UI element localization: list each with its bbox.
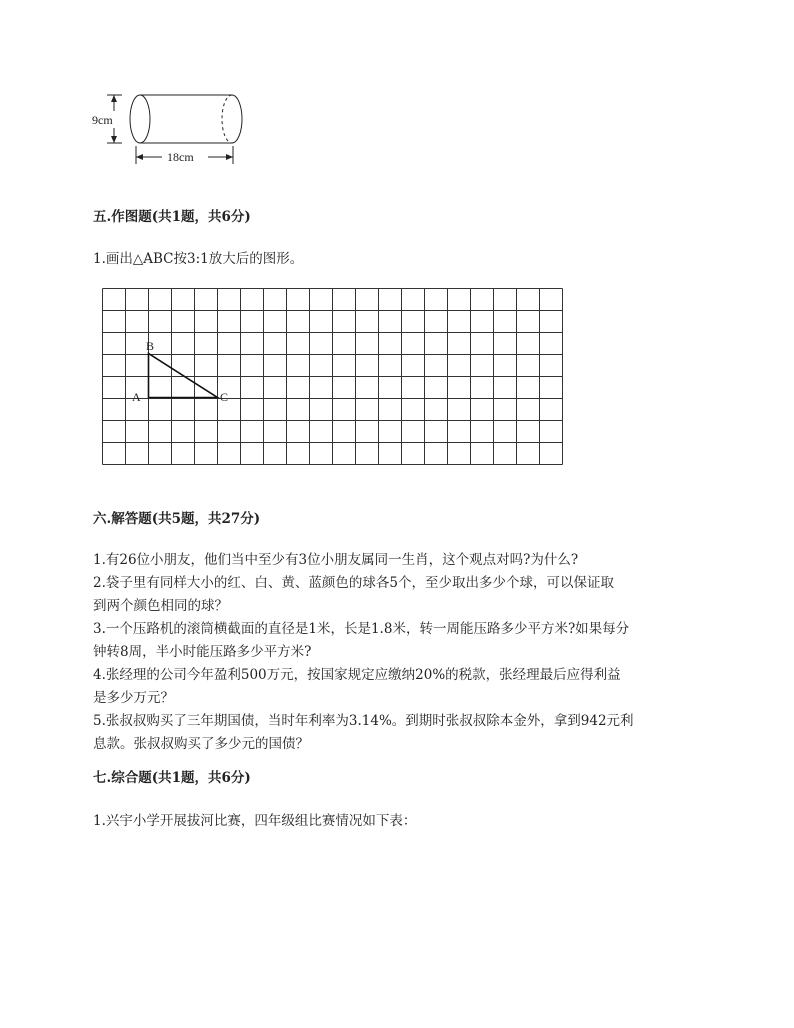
cylinder-left-face <box>130 95 150 143</box>
section5-heading: 五.作图题(共1题，共6分) <box>93 209 251 225</box>
question-line: 5.张叔叔购买了三年期国债，当时年利率为3.14%。到期时张叔叔除本金外，拿到942元利 <box>93 713 634 729</box>
triangle-abc <box>149 354 218 398</box>
question-line: 息款。张叔叔购买了多少元的国债？ <box>93 736 309 752</box>
vertex-label-b: B <box>146 339 155 353</box>
question-line: 是多少万元？ <box>93 690 174 706</box>
vertex-label-c: C <box>220 390 229 404</box>
drawing-grid <box>100 287 570 467</box>
grid-lines <box>103 289 563 465</box>
section6-questions <box>93 549 634 756</box>
section7-heading: 七.综合题(共1题，共6分) <box>93 770 251 786</box>
section6-heading: 六.解答题(共5题，共27分) <box>93 511 261 527</box>
cylinder-figure <box>92 88 252 170</box>
cylinder-right-face-front <box>232 95 242 143</box>
vertex-label-a: A <box>132 390 141 404</box>
height-label: 9cm <box>92 113 113 127</box>
question-line: 2.袋子里有同样大小的红、白、黄、蓝颜色的球各5个，至少取出多少个球，可以保证取 <box>93 575 614 591</box>
question-line: 1.有26位小朋友，他们当中至少有3位小朋友属同一生肖，这个观点对吗?为什么? <box>93 552 579 568</box>
section5-question: 1.画出△ABC按3:1放大后的图形。 <box>93 251 304 267</box>
question-line: 钟转8周，半小时能压路多少平方米? <box>93 644 312 660</box>
question-line: 3.一个压路机的滚筒横截面的直径是1米，长是1.8米，转一周能压路多少平方米?如果每分 <box>93 621 630 637</box>
question-line: 到两个颜色相同的球？ <box>93 598 228 614</box>
question-line: 4.张经理的公司今年盈利500万元，按国家规定应缴纳20%的税款，张经理最后应得利益 <box>93 667 621 683</box>
section7-question: 1.兴宇小学开展拔河比赛，四年级组比赛情况如下表： <box>93 813 417 829</box>
cylinder-right-face-hidden <box>222 95 232 143</box>
length-label: 18cm <box>167 150 194 164</box>
